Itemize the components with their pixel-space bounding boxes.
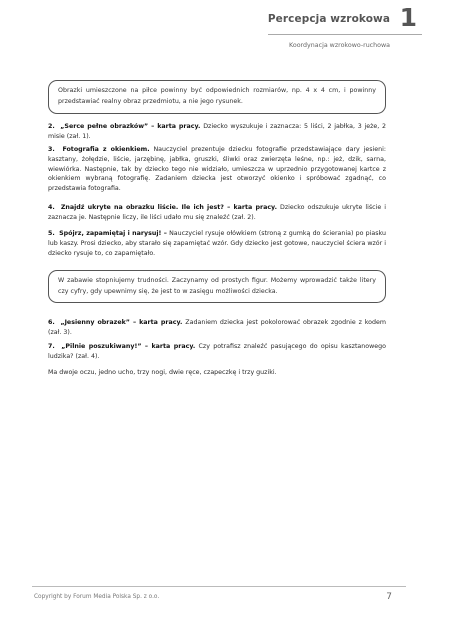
- section-subtitle: Koordynacja wzrokowo-ruchowa: [289, 42, 390, 49]
- note-box-2: [48, 270, 386, 303]
- item-title: „Serce pełne obrazków” – karta pracy.: [60, 123, 201, 130]
- exercise-item-5: [48, 229, 386, 258]
- note-box-1: [48, 80, 386, 114]
- exercise-item-6: [48, 318, 386, 338]
- exercise-item-7: [48, 342, 386, 362]
- footer-divider: [32, 586, 406, 587]
- chapter-number: 1: [399, 3, 417, 32]
- item-number: 2.: [48, 123, 55, 130]
- exercise-item-2: [48, 122, 386, 142]
- item-title: Znajdź ukryte na obrazku liście. Ile ich jest? – karta pracy.: [60, 204, 277, 211]
- item-title: „Jesienny obrazek” – karta pracy.: [60, 319, 183, 326]
- item-title: „Pilnie poszukiwany!” – karta pracy.: [61, 343, 196, 350]
- item-text: Nauczyciel rysuje ołówkiem (stroną z gumką do ścierania) po piasku lub kaszy. Prosi dziecko, aby starało się zapamiętać wzór. Gdy dziecko jest gotowe, nauczyciel ściera wzór i dziecko rysuje to, co zapamiętało.: [48, 230, 386, 257]
- item-text: Zadaniem dziecka jest pokolorować obrazek zgodnie z kodem (zał. 3).: [48, 319, 387, 336]
- item-number: 3.: [48, 146, 55, 153]
- note-text-2: W zabawie stopniujemy trudności. Zaczynamy od prostych figur. Możemy wprowadzić także litery czy cyfry, gdy upewnimy się, że jest to w zasięgu możliwości dziecka.: [58, 277, 376, 295]
- note-text-1: Obrazki umieszczone na piłce powinny być odpowiednich rozmiarów, np. 4 x 4 cm, i powinny przedstawiać realny obraz przedmiotu, a nie jego rysunek.: [58, 87, 376, 105]
- page-number: 7: [386, 592, 392, 602]
- item-text: Nauczyciel prezentuje dziecku fotografie przedstawiające dary jesieni: kasztany, żołędzie, liście, jarzębinę, jabłka, gruszki, śliwki oraz zwierzęta leśne, np.: jeż, dzik, sarna, wiewiórka. Następnie, tak by dziecko tego nie widziało, umieszcza w uprzednio przygotowanej kartce z okienkiem wybraną fotografię. Zadaniem dziecka jest otworzyć okienko i spróbować zgadnąć, co przedstawia fotografia.: [48, 146, 386, 193]
- header-divider: [268, 34, 422, 35]
- item-title: Fotografia z okienkiem.: [62, 146, 150, 153]
- item-title: Spójrz, zapamiętaj i narysuj! –: [59, 230, 167, 237]
- item-text: Dziecko wyszukuje i zaznacza: 5 liści, 2 jabłka, 3 jeże, 2 misie (zał. 1).: [48, 123, 387, 140]
- item-text: Dziecko odszukuje ukryte liście i zaznacza je. Następnie liczy, ile liści udało mu się znaleźć (zał. 2).: [48, 204, 386, 221]
- page-header: [0, 0, 450, 60]
- closing-line: [48, 368, 386, 378]
- chapter-title: Percepcja wzrokowa: [267, 13, 390, 25]
- item-text: Czy potrafisz znaleźć pasującego do opisu kasztanowego ludzika? (zał. 4).: [48, 343, 386, 360]
- exercise-item-4: [48, 203, 386, 223]
- closing-text: Ma dwoje oczu, jedno ucho, trzy nogi, dwie ręce, czapeczkę i trzy guziki.: [48, 369, 277, 376]
- item-number: 4.: [48, 204, 55, 211]
- item-number: 6.: [48, 319, 55, 326]
- footer-copyright: Copyright by Forum Media Polska Sp. z o.o.: [34, 594, 160, 600]
- item-number: 7.: [48, 343, 55, 350]
- exercise-item-3: [48, 145, 386, 194]
- item-number: 5.: [48, 230, 55, 237]
